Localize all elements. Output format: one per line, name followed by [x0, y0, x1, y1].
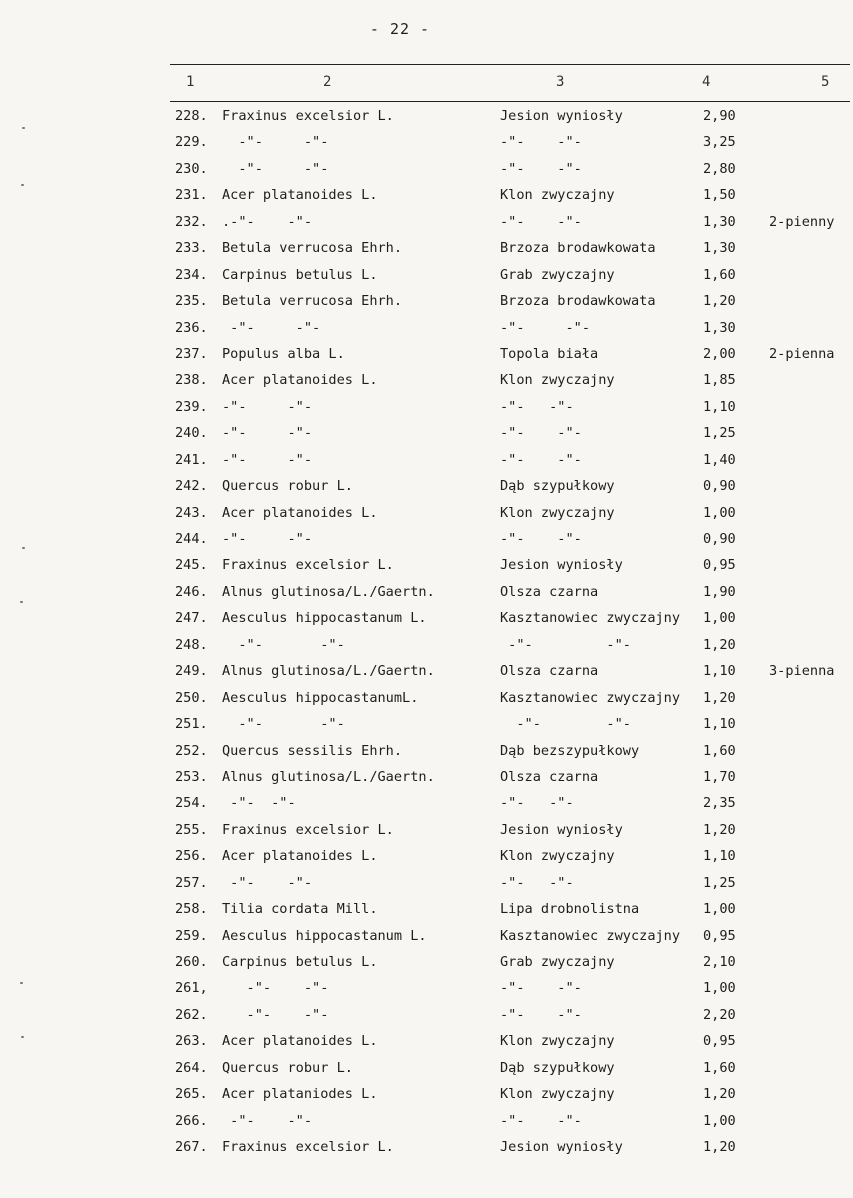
measurement-value: 1,20	[703, 1086, 736, 1103]
margin-mark	[21, 184, 24, 186]
measurement-value: 1,10	[703, 716, 736, 733]
measurement-value: 0,90	[703, 531, 736, 547]
measurement-value: 2,20	[703, 1006, 736, 1023]
row-number: 242.	[175, 478, 208, 495]
table-row	[0, 555, 853, 581]
table-row	[0, 423, 853, 449]
table-row	[0, 132, 853, 158]
polish-name: Jesion wyniosły	[500, 1139, 623, 1156]
table-row	[0, 476, 853, 502]
row-number: 235.	[175, 293, 208, 310]
table-row	[0, 238, 853, 264]
table-row	[0, 291, 853, 317]
polish-name: -"- -"-	[500, 716, 631, 733]
latin-name: Betula verrucosa Ehrh.	[222, 240, 403, 257]
table-row	[0, 767, 853, 793]
latin-name: -"- -"-	[222, 398, 313, 415]
latin-name: Fraxinus excelsior L.	[222, 1139, 394, 1156]
latin-name: Acer platanoides L.	[222, 187, 378, 204]
latin-name: -"- -"-	[222, 531, 313, 547]
measurement-value: 1,30	[703, 213, 736, 230]
measurement-value: 1,60	[703, 1059, 736, 1076]
row-number: 234.	[175, 266, 208, 283]
polish-name: Dąb szypułkowy	[500, 1059, 615, 1076]
latin-name: Carpinus betulus L.	[222, 266, 378, 283]
row-number: 262.	[175, 1006, 208, 1023]
measurement-value: 2,00	[703, 345, 736, 362]
latin-name: Quercus robur L.	[222, 1059, 353, 1076]
latin-name: Acer platanoides L.	[222, 848, 378, 865]
table-row	[0, 820, 853, 846]
table-row	[0, 926, 853, 952]
polish-name: -"- -"-	[500, 980, 582, 997]
table-row	[0, 1137, 853, 1163]
measurement-value: 1,00	[703, 504, 736, 521]
measurement-value: 1,00	[703, 1112, 736, 1129]
polish-name: -"- -"-	[500, 1006, 582, 1023]
polish-name: -"- -"-	[500, 213, 582, 230]
latin-name: Carpinus betulus L.	[222, 954, 378, 970]
latin-name: Fraxinus excelsior L.	[222, 557, 394, 574]
measurement-value: 2,35	[703, 795, 736, 812]
measurement-value: 1,85	[703, 372, 736, 389]
table-row	[0, 846, 853, 872]
measurement-value: 1,50	[703, 187, 736, 204]
latin-name: Alnus glutinosa/L./Gaertn.	[222, 583, 435, 600]
row-number: 258.	[175, 901, 208, 918]
latin-name: Alnus glutinosa/L./Gaertn.	[222, 663, 435, 680]
polish-name: -"- -"-	[500, 160, 582, 177]
margin-mark	[22, 127, 25, 129]
latin-name: Acer platanoides L.	[222, 504, 378, 521]
row-number: 231.	[175, 187, 208, 204]
measurement-value: 1,20	[703, 821, 736, 838]
polish-name: Lipa drobnolistna	[500, 901, 640, 918]
table-row	[0, 952, 853, 978]
latin-name: -"- -"-	[222, 134, 329, 151]
measurement-value: 1,10	[703, 848, 736, 865]
polish-name: -"- -"-	[500, 795, 574, 812]
row-number: 261,	[175, 980, 208, 997]
remark: 2-pienna	[769, 345, 835, 362]
latin-name: Acer plataniodes L.	[222, 1086, 378, 1103]
row-number: 233.	[175, 240, 208, 257]
measurement-value: 0,95	[703, 927, 736, 944]
row-number: 240.	[175, 425, 208, 442]
polish-name: Olsza czarna	[500, 583, 599, 600]
row-number: 245.	[175, 557, 208, 574]
measurement-value: 1,90	[703, 583, 736, 600]
table-row	[0, 344, 853, 370]
latin-name: -"- -"-	[222, 1006, 329, 1023]
polish-name: Grab zwyczajny	[500, 954, 615, 970]
table-row	[0, 159, 853, 185]
latin-name: -"- -"-	[222, 451, 313, 468]
row-number: 266.	[175, 1112, 208, 1129]
table-row	[0, 318, 853, 344]
latin-name: -"- -"-	[222, 716, 345, 733]
column-header-4: 4	[702, 74, 711, 90]
table-header-rule	[170, 101, 850, 102]
table-row	[0, 185, 853, 211]
latin-name: Populus alba L.	[222, 345, 345, 362]
table-row	[0, 1005, 853, 1031]
row-number: 243.	[175, 504, 208, 521]
polish-name: Jesion wyniosły	[500, 821, 623, 838]
row-number: 255.	[175, 821, 208, 838]
row-number: 257.	[175, 874, 208, 891]
measurement-value: 1,00	[703, 901, 736, 918]
polish-name: -"- -"-	[500, 1112, 582, 1129]
table-row	[0, 106, 853, 132]
measurement-value: 1,70	[703, 768, 736, 785]
polish-name: -"- -"-	[500, 425, 582, 442]
table-row	[0, 370, 853, 396]
latin-name: Quercus robur L.	[222, 478, 353, 495]
latin-name: -"- -"-	[222, 160, 329, 177]
polish-name: -"- -"-	[500, 531, 582, 547]
measurement-value: 1,10	[703, 398, 736, 415]
column-header-2: 2	[323, 74, 332, 90]
latin-name: Aesculus hippocastanumL.	[222, 689, 419, 706]
polish-name: Jesion wyniosły	[500, 108, 623, 124]
polish-name: -"- -"-	[500, 636, 631, 653]
polish-name: Kasztanowiec zwyczajny	[500, 927, 681, 944]
row-number: 244.	[175, 531, 208, 547]
polish-name: Grab zwyczajny	[500, 266, 615, 283]
polish-name: Olsza czarna	[500, 663, 599, 680]
column-header-1: 1	[186, 74, 195, 90]
row-number: 228.	[175, 108, 208, 124]
measurement-value: 1,20	[703, 689, 736, 706]
table-row	[0, 529, 853, 555]
margin-mark	[20, 601, 23, 603]
polish-name: Kasztanowiec zwyczajny	[500, 689, 681, 706]
row-number: 229.	[175, 134, 208, 151]
polish-name: Klon zwyczajny	[500, 1086, 615, 1103]
latin-name: -"- -"-	[222, 1112, 313, 1129]
row-number: 260.	[175, 954, 208, 970]
table-row	[0, 1111, 853, 1137]
polish-name: Brzoza brodawkowata	[500, 240, 656, 257]
latin-name: Fraxinus excelsior L.	[222, 821, 394, 838]
row-number: 237.	[175, 345, 208, 362]
measurement-value: 1,10	[703, 663, 736, 680]
table-row	[0, 397, 853, 423]
row-number: 264.	[175, 1059, 208, 1076]
polish-name: -"- -"-	[500, 451, 582, 468]
latin-name: Quercus sessilis Ehrh.	[222, 742, 403, 759]
margin-mark	[21, 1036, 24, 1038]
table-row	[0, 1031, 853, 1057]
row-number: 263.	[175, 1033, 208, 1050]
measurement-value: 1,20	[703, 1139, 736, 1156]
row-number: 247.	[175, 610, 208, 627]
table-row	[0, 899, 853, 925]
measurement-value: 2,80	[703, 160, 736, 177]
latin-name: Betula verrucosa Ehrh.	[222, 293, 403, 310]
row-number: 252.	[175, 742, 208, 759]
measurement-value: 1,00	[703, 980, 736, 997]
latin-name: -"- -"-	[222, 795, 296, 812]
measurement-value: 1,20	[703, 636, 736, 653]
latin-name: Aesculus hippocastanum L.	[222, 927, 427, 944]
latin-name: .-"- -"-	[222, 213, 313, 230]
column-header-3: 3	[556, 74, 565, 90]
margin-mark	[20, 982, 23, 984]
page-number: - 22 -	[369, 20, 431, 38]
column-header-5: 5	[821, 74, 830, 90]
latin-name: Acer platanoides L.	[222, 1033, 378, 1050]
table-row	[0, 450, 853, 476]
latin-name: Aesculus hippocastanum L.	[222, 610, 427, 627]
measurement-value: 3,25	[703, 134, 736, 151]
latin-name: Alnus glutinosa/L./Gaertn.	[222, 768, 435, 785]
row-number: 251.	[175, 716, 208, 733]
polish-name: Brzoza brodawkowata	[500, 293, 656, 310]
latin-name: Tilia cordata Mill.	[222, 901, 378, 918]
polish-name: Klon zwyczajny	[500, 504, 615, 521]
row-number: 241.	[175, 451, 208, 468]
polish-name: Kasztanowiec zwyczajny	[500, 610, 681, 627]
row-number: 230.	[175, 160, 208, 177]
row-number: 253.	[175, 768, 208, 785]
table-row	[0, 714, 853, 740]
latin-name: -"- -"-	[222, 636, 345, 653]
table-row	[0, 873, 853, 899]
latin-name: -"- -"-	[222, 319, 321, 336]
table-row	[0, 741, 853, 767]
row-number: 250.	[175, 689, 208, 706]
measurement-value: 1,60	[703, 742, 736, 759]
measurement-value: 2,90	[703, 108, 736, 124]
table-row	[0, 503, 853, 529]
polish-name: Dąb szypułkowy	[500, 478, 615, 495]
measurement-value: 1,25	[703, 425, 736, 442]
row-number: 232.	[175, 213, 208, 230]
table-row	[0, 635, 853, 661]
polish-name: Topola biała	[500, 345, 599, 362]
row-number: 256.	[175, 848, 208, 865]
table-row	[0, 1084, 853, 1110]
table-row	[0, 688, 853, 714]
table-row	[0, 793, 853, 819]
measurement-value: 2,10	[703, 954, 736, 970]
polish-name: -"- -"-	[500, 398, 574, 415]
row-number: 267.	[175, 1139, 208, 1156]
latin-name: -"- -"-	[222, 425, 313, 442]
measurement-value: 1,25	[703, 874, 736, 891]
polish-name: -"- -"-	[500, 874, 574, 891]
table-row	[0, 265, 853, 291]
measurement-value: 1,00	[703, 610, 736, 627]
row-number: 238.	[175, 372, 208, 389]
measurement-value: 0,95	[703, 557, 736, 574]
remark: 3-pienna	[769, 663, 835, 680]
table-row	[0, 978, 853, 1004]
table-top-rule	[170, 64, 850, 65]
row-number: 236.	[175, 319, 208, 336]
table-row	[0, 661, 853, 687]
table-body	[0, 106, 853, 1164]
measurement-value: 1,40	[703, 451, 736, 468]
row-number: 246.	[175, 583, 208, 600]
row-number: 254.	[175, 795, 208, 812]
polish-name: Klon zwyczajny	[500, 372, 615, 389]
measurement-value: 1,30	[703, 240, 736, 257]
row-number: 248.	[175, 636, 208, 653]
table-row	[0, 1058, 853, 1084]
latin-name: Acer platanoides L.	[222, 372, 378, 389]
measurement-value: 1,60	[703, 266, 736, 283]
measurement-value: 0,95	[703, 1033, 736, 1050]
polish-name: Olsza czarna	[500, 768, 599, 785]
row-number: 259.	[175, 927, 208, 944]
measurement-value: 1,30	[703, 319, 736, 336]
latin-name: Fraxinus excelsior L.	[222, 108, 394, 124]
polish-name: Klon zwyczajny	[500, 848, 615, 865]
polish-name: -"- -"-	[500, 134, 582, 151]
polish-name: Jesion wyniosły	[500, 557, 623, 574]
latin-name: -"- -"-	[222, 980, 329, 997]
polish-name: Klon zwyczajny	[500, 187, 615, 204]
row-number: 249.	[175, 663, 208, 680]
measurement-value: 0,90	[703, 478, 736, 495]
table-row	[0, 582, 853, 608]
latin-name: -"- -"-	[222, 874, 313, 891]
row-number: 265.	[175, 1086, 208, 1103]
row-number: 239.	[175, 398, 208, 415]
polish-name: -"- -"-	[500, 319, 591, 336]
polish-name: Dąb bezszypułkowy	[500, 742, 640, 759]
measurement-value: 1,20	[703, 293, 736, 310]
polish-name: Klon zwyczajny	[500, 1033, 615, 1050]
table-row	[0, 212, 853, 238]
table-row	[0, 608, 853, 634]
remark: 2-pienny	[769, 213, 835, 230]
margin-mark	[22, 547, 25, 549]
